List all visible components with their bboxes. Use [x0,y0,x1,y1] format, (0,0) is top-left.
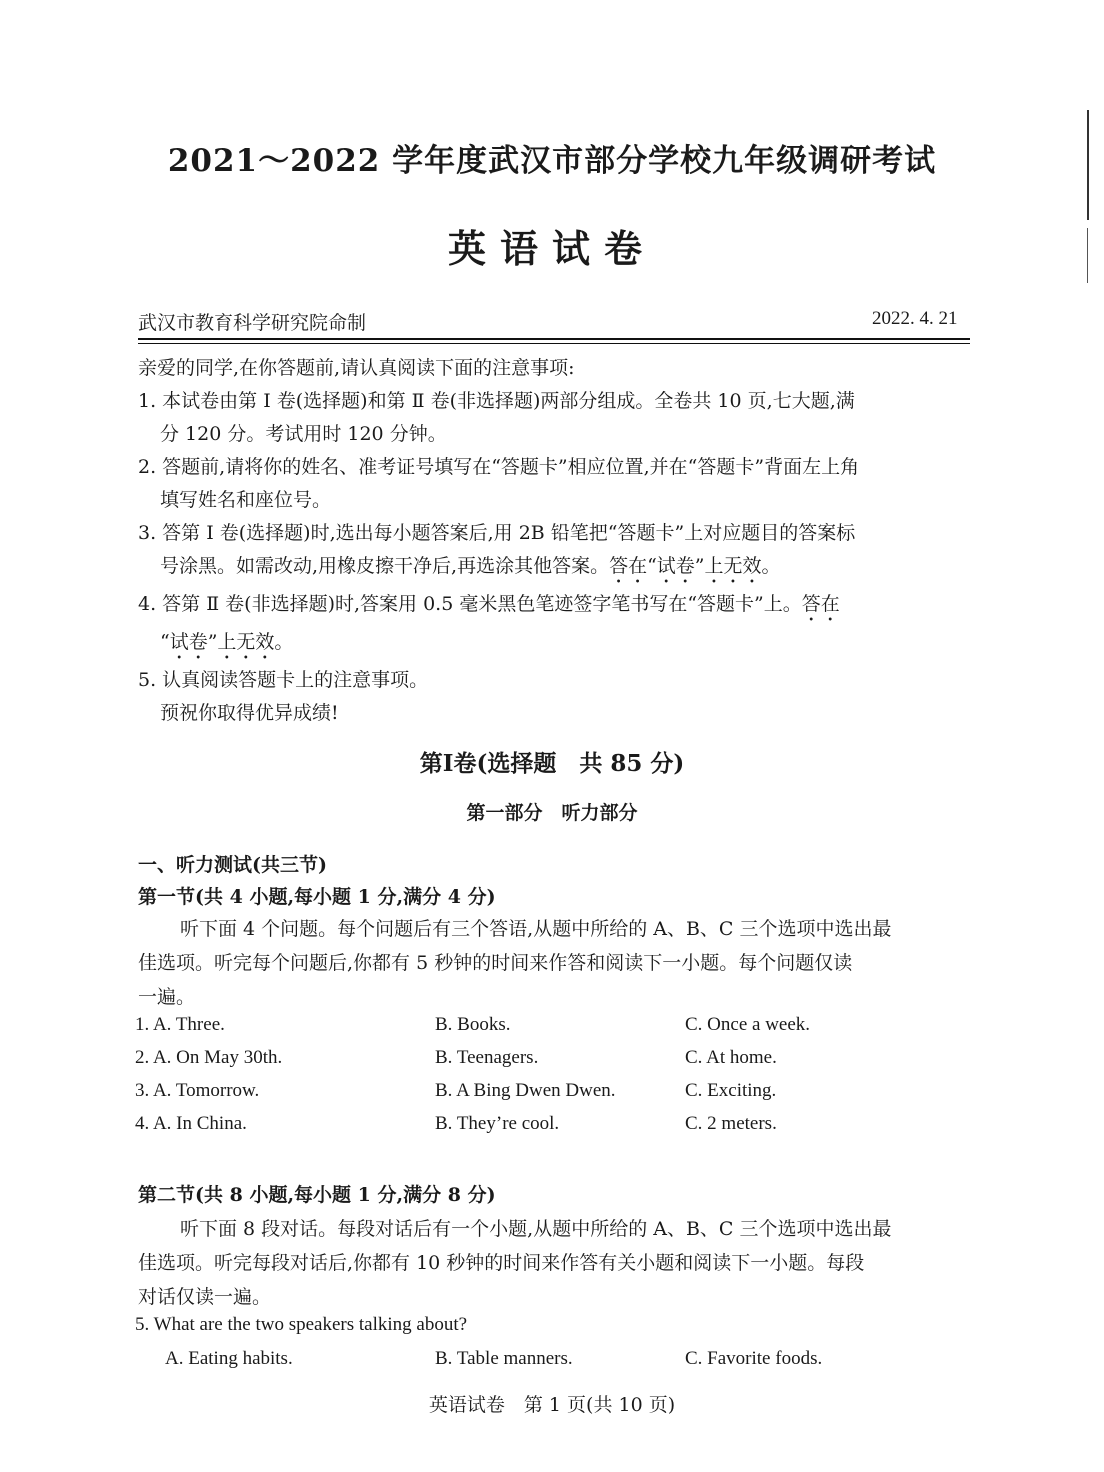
option-a: 3. A. Tomorrow. [135,1080,260,1101]
notice-item-4-emphasis: 答在 [801,593,840,615]
section1-instructions [138,912,978,1014]
part-subtitle: 第一部分 听力部分 [466,802,638,824]
instruction-line: 佳选项。听完每个问题后,你都有 5 秒钟的时间来作答和阅读下一小题。每个问题仅读 [138,952,853,974]
notice-item-3-emphasis: 答在“试卷”上无效。 [609,555,781,577]
part-title: 第Ⅰ卷(选择题 共 85 分) [419,750,685,777]
instruction-line: 一遍。 [138,986,196,1008]
option-a: 4. A. In China. [135,1113,247,1134]
option-c: C. 2 meters. [685,1113,777,1134]
section2-heading: 第二节(共 8 小题,每小题 1 分,满分 8 分) [138,1184,496,1206]
notice-item-4-text: 4. 答第 Ⅱ 卷(非选择题)时,答案用 0.5 毫米黑色笔迹签字笔书写在“答题卡”上。 [138,593,802,615]
option-b: B. Books. [435,1014,511,1035]
exam-subtitle: 英语试卷 [447,226,656,271]
notice-item-3-text: 号涂黑。如需改动,用橡皮擦干净后,再选涂其他答案。 [160,555,610,577]
question-row [0,1080,1104,1110]
instruction-line: 听下面 8 段对话。每段对话后有一个小题,从题中所给的 A、B、C 三个选项中选出最 [180,1218,892,1240]
question-row [0,1014,1104,1044]
question-5: 5. What are the two speakers talking about? [135,1314,468,1335]
notice-item-4 [138,588,978,626]
section2-instructions [138,1212,978,1314]
notice-item-1-cont: 分 120 分。考试用时 120 分钟。 [160,423,447,445]
instruction-line: 佳选项。听完每段对话后,你都有 10 秒钟的时间来作答有关小题和阅读下一小题。每段 [138,1252,865,1274]
notice-item-3-cont [138,550,978,588]
exam-date: 2022. 4. 21 [872,308,958,329]
notice-item-3: 3. 答第 Ⅰ 卷(选择题)时,选出每小题答案后,用 2B 铅笔把“答题卡”上对应题目的答案标 [138,522,856,544]
publisher: 武汉市教育科学研究院命制 [138,312,367,334]
notice-item-4-cont: “试卷”上无效。 [160,631,294,653]
option-b: B. Table manners. [435,1348,573,1369]
option-c: C. At home. [685,1047,777,1068]
page-footer: 英语试卷 第 1 页(共 10 页) [428,1394,676,1416]
notice-block [138,352,978,730]
listening-heading: 一、听力测试(共三节) [138,854,327,876]
header-rule [138,338,970,340]
option-c: C. Exciting. [685,1080,777,1101]
header-rule [138,343,970,344]
notice-item-2-cont: 填写姓名和座位号。 [160,489,332,511]
question-row [0,1348,1104,1378]
option-a: 1. A. Three. [135,1014,225,1035]
notice-greeting: 亲爱的同学,在你答题前,请认真阅读下面的注意事项: [138,357,575,379]
notice-item-2: 2. 答题前,请将你的姓名、准考证号填写在“答题卡”相应位置,并在“答题卡”背面左上角 [138,456,860,478]
option-c: C. Favorite foods. [685,1348,823,1369]
question-row [0,1047,1104,1077]
notice-item-5: 5. 认真阅读答题卡上的注意事项。 [138,669,429,691]
option-a: A. Eating habits. [165,1348,293,1369]
option-b: B. Teenagers. [435,1047,539,1068]
instruction-line: 对话仅读一遍。 [138,1286,272,1308]
notice-wish: 预祝你取得优异成绩! [160,702,339,724]
instruction-line: 听下面 4 个问题。每个问题后有三个答语,从题中所给的 A、B、C 三个选项中选出最 [180,918,892,940]
option-b: B. A Bing Dwen Dwen. [435,1080,616,1101]
option-c: C. Once a week. [685,1014,811,1035]
option-b: B. They’re cool. [435,1113,560,1134]
question-row [0,1113,1104,1143]
section1-heading: 第一节(共 4 小题,每小题 1 分,满分 4 分) [138,886,496,908]
option-a: 2. A. On May 30th. [135,1047,283,1068]
exam-title: 2021～2022 学年度武汉市部分学校九年级调研考试 [167,143,937,179]
notice-item-1: 1. 本试卷由第 Ⅰ 卷(选择题)和第 Ⅱ 卷(非选择题)两部分组成。全卷共 10 页,七大题,满 [138,390,855,412]
